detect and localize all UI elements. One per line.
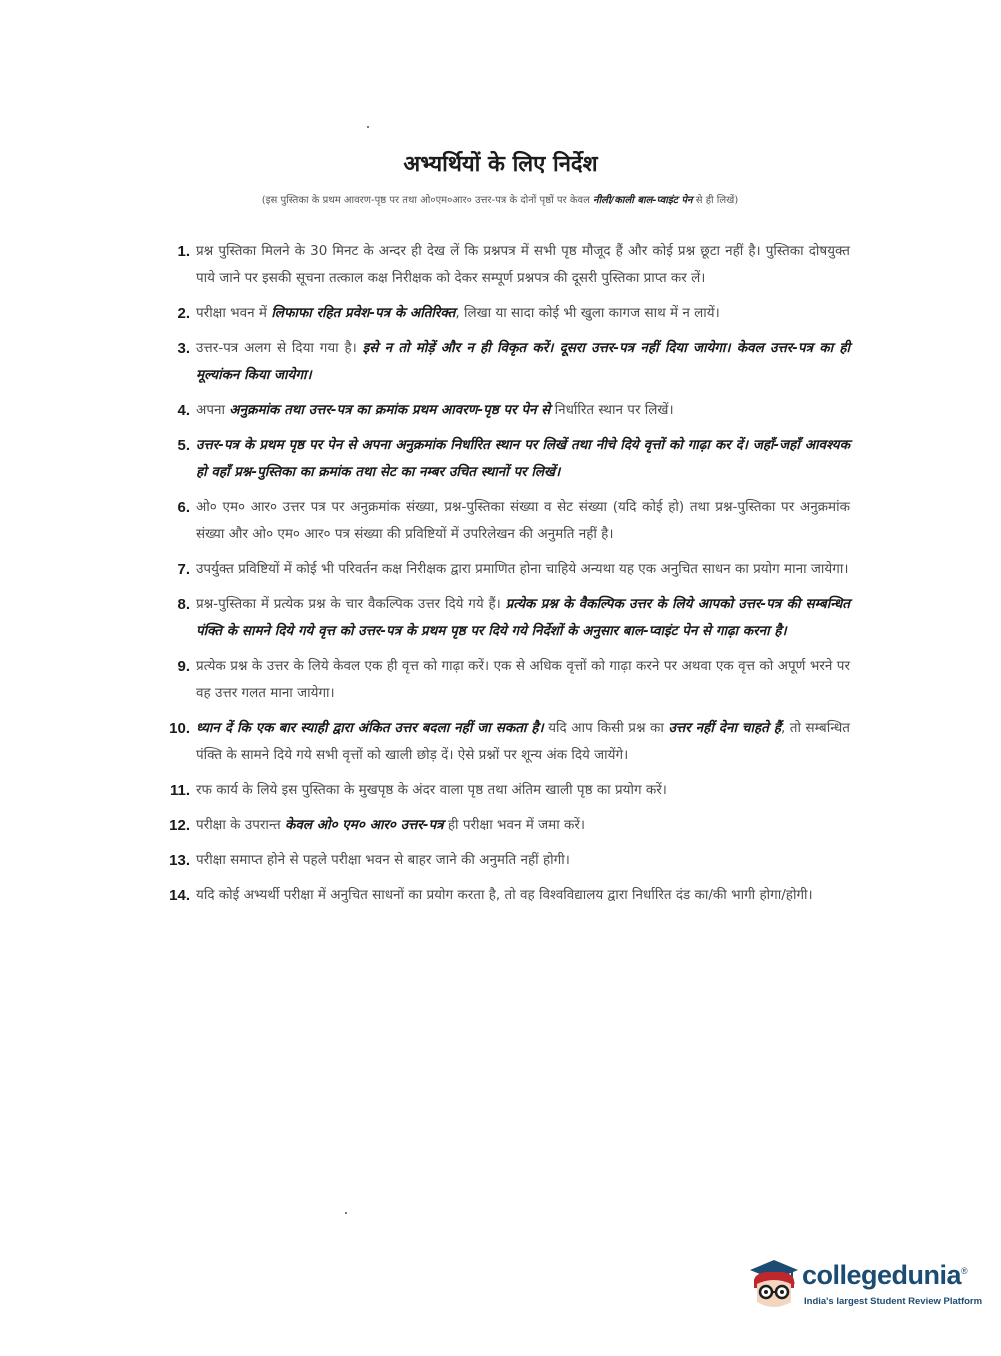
instruction-emphasis: इसे न तो मोड़ें और न ही विकृत करें। दूसरा उत्तर-पत्र नहीं दिया जायेगा। केवल उत्तर-पत्र का ही मूल्यांकन किया जायेगा।	[196, 340, 850, 383]
page-title: अभ्यर्थियों के लिए निर्देश	[403, 152, 598, 177]
instruction-number: 11.	[169, 782, 190, 799]
instruction-text	[196, 238, 850, 292]
instruction-number: 1.	[177, 243, 190, 260]
instruction-segment: यदि कोई अभ्यर्थी परीक्षा में अनुचित साधनों का प्रयोग करता है, तो वह विश्वविद्यालय द्वारा निर्धारित दंड का/की भागी होगा/होगी।	[196, 887, 813, 903]
subtitle-end: से ही लिखें)	[695, 195, 739, 206]
stray-mark-bottom	[345, 1212, 347, 1214]
instruction-number: 9.	[177, 658, 190, 675]
instruction-number: 4.	[177, 402, 190, 419]
instruction-item	[160, 335, 850, 389]
instruction-number: 12.	[169, 817, 190, 834]
instruction-segment: परीक्षा भवन में	[196, 305, 272, 321]
instruction-text	[196, 882, 850, 909]
instruction-emphasis: केवल ओ० एम० आर० उत्तर-पत्र	[285, 817, 444, 833]
instruction-segment: ही परीक्षा भवन में जमा करें।	[443, 817, 586, 833]
instruction-emphasis: अनुक्रमांक तथा उत्तर-पत्र का क्रमांक प्रथम आवरण-पृष्ठ पर पेन से	[229, 402, 551, 418]
logo-tagline: India's largest Student Review Platform	[804, 1296, 983, 1307]
instruction-segment: उपर्युक्त प्रविष्टियों में कोई भी परिवर्तन कक्ष निरीक्षक द्वारा प्रमाणित होना चाहिये अन्यथा यह एक अनुचित साधन का प्रयोग माना जायेगा।	[196, 561, 849, 577]
instruction-number: 13.	[169, 852, 190, 869]
collegedunia-logo	[744, 1254, 983, 1314]
instruction-number: 10.	[169, 720, 190, 737]
instruction-item	[160, 653, 850, 707]
instruction-segment: परीक्षा समाप्त होने से पहले परीक्षा भवन से बाहर जाने की अनुमति नहीं होगी।	[196, 852, 570, 868]
subtitle-emphasis: नीली/काली बाल-प्वाइंट पेन	[593, 195, 693, 206]
instruction-number: 2.	[177, 305, 190, 322]
instruction-item	[160, 847, 850, 874]
instruction-segment: रफ कार्य के लिये इस पुस्तिका के मुखपृष्ठ के अंदर वाला पृष्ठ तथा अंतिम खाली पृष्ठ का प्रयोग करें।	[196, 782, 667, 798]
instruction-list	[160, 238, 850, 917]
instruction-number: 8.	[177, 596, 190, 613]
instruction-item	[160, 777, 850, 804]
instruction-text	[196, 397, 850, 424]
instruction-segment: निर्धारित स्थान पर लिखें।	[550, 402, 674, 418]
instruction-text	[196, 847, 850, 874]
instruction-segment: परीक्षा के उपरान्त	[196, 817, 286, 833]
instruction-text	[196, 432, 850, 486]
instruction-segment: प्रत्येक प्रश्न के उत्तर के लिये केवल एक ही वृत्त को गाढ़ा करें। एक से अधिक वृत्तों को गाढ़ा करने पर अथवा एक वृत्त को अपूर्ण भरने पर वह उत्तर गलत माना जायेगा।	[196, 658, 850, 701]
subtitle-text: (इस पुस्तिका के प्रथम आवरण-पृष्ठ पर तथा ओ०एम०आर० उत्तर-पत्र के दोनों पृष्ठों पर केवल	[261, 195, 590, 206]
logo-name	[802, 1260, 967, 1291]
instruction-item	[160, 238, 850, 292]
instruction-item	[160, 397, 850, 424]
instruction-segment: ओ० एम० आर० उत्तर पत्र पर अनुक्रमांक संख्या, प्रश्न-पुस्तिका संख्या व सेट संख्या (यदि कोई हो) तथा प्रश्न-पुस्तिका पर अनुक्रमांक संख्या और ओ० एम० आर० पत्र संख्या की प्रविष्टियों में उपरिलेखन की अनुमति नहीं है।	[196, 499, 850, 542]
instruction-segment: प्रश्न-पुस्तिका में प्रत्येक प्रश्न के चार वैकल्पिक उत्तर दिये गये हैं।	[196, 596, 506, 612]
instruction-text	[196, 715, 850, 769]
instruction-item	[160, 300, 850, 327]
instruction-text	[196, 777, 850, 804]
instruction-emphasis: उत्तर नहीं देना चाहते हैं	[668, 720, 781, 736]
instruction-segment: अपना	[196, 402, 230, 418]
instruction-emphasis: लिफाफा रहित प्रवेश-पत्र के अतिरिक्त	[271, 305, 456, 321]
mascot-icon	[744, 1254, 802, 1312]
instruction-text	[196, 556, 850, 583]
instruction-segment: यदि आप किसी प्रश्न का	[543, 720, 669, 736]
instruction-segment: , तो सम्बन्धित पंक्ति के सामने दिये गये सभी वृत्तों को खाली छोड़ दें। ऐसे प्रश्नों पर शून्य अंक दिये जायेंगे।	[196, 720, 850, 763]
instruction-text	[196, 653, 850, 707]
instruction-segment: , लिखा या सादा कोई भी खुला कागज साथ में न लायें।	[455, 305, 720, 321]
instruction-item	[160, 494, 850, 548]
instruction-item	[160, 812, 850, 839]
registered-mark: ®	[961, 1266, 968, 1276]
logo-name-text: collegedunia	[802, 1260, 962, 1290]
instruction-emphasis: ध्यान दें कि एक बार स्याही द्वारा अंकित उत्तर बदला नहीं जा सकता है।	[196, 720, 544, 736]
instruction-emphasis: उत्तर-पत्र के प्रथम पृष्ठ पर पेन से अपना अनुक्रमांक निर्धारित स्थान पर लिखें तथा नीचे दिये वृत्तों को गाढ़ा कर दें। जहाँ-जहाँ आवश्यक हो वहाँ प्रश्न-पुस्तिका का क्रमांक तथा सेट का नम्बर उचित स्थानों पर लिखें।	[196, 437, 850, 480]
instruction-number: 3.	[177, 340, 190, 357]
instruction-item	[160, 882, 850, 909]
instruction-text	[196, 591, 850, 645]
instruction-text	[196, 494, 850, 548]
stray-mark-top	[367, 126, 369, 128]
instruction-number: 7.	[177, 561, 190, 578]
instruction-text	[196, 812, 850, 839]
instruction-number: 6.	[177, 499, 190, 516]
instruction-text	[196, 335, 850, 389]
subtitle	[150, 192, 850, 206]
instruction-number: 14.	[169, 887, 190, 904]
instruction-segment: प्रश्न पुस्तिका मिलने के 30 मिनट के अन्दर ही देख लें कि प्रश्नपत्र में सभी पृष्ठ मौजूद हैं और कोई प्रश्न छूटा नहीं है। पुस्तिका दोषयुक्त पाये जाने पर इसकी सूचना तत्काल कक्ष निरीक्षक को देकर सम्पूर्ण प्रश्नपत्र की दूसरी पुस्तिका प्राप्त कर लें।	[196, 243, 850, 286]
instruction-item	[160, 591, 850, 645]
instruction-item	[160, 715, 850, 769]
instruction-item	[160, 556, 850, 583]
instruction-segment: उत्तर-पत्र अलग से दिया गया है।	[196, 340, 363, 356]
instruction-text	[196, 300, 850, 327]
instruction-emphasis: प्रत्येक प्रश्न के वैकल्पिक उत्तर के लिये आपको उत्तर-पत्र की सम्बन्धित पंक्ति के सामने दिये गये वृत्त को उत्तर-पत्र के प्रथम पृष्ठ पर दिये गये निर्देशों के अनुसार बाल-प्वाइंट पेन से गाढ़ा करना है।	[196, 596, 850, 639]
instruction-item	[160, 432, 850, 486]
instruction-number: 5.	[177, 437, 190, 454]
